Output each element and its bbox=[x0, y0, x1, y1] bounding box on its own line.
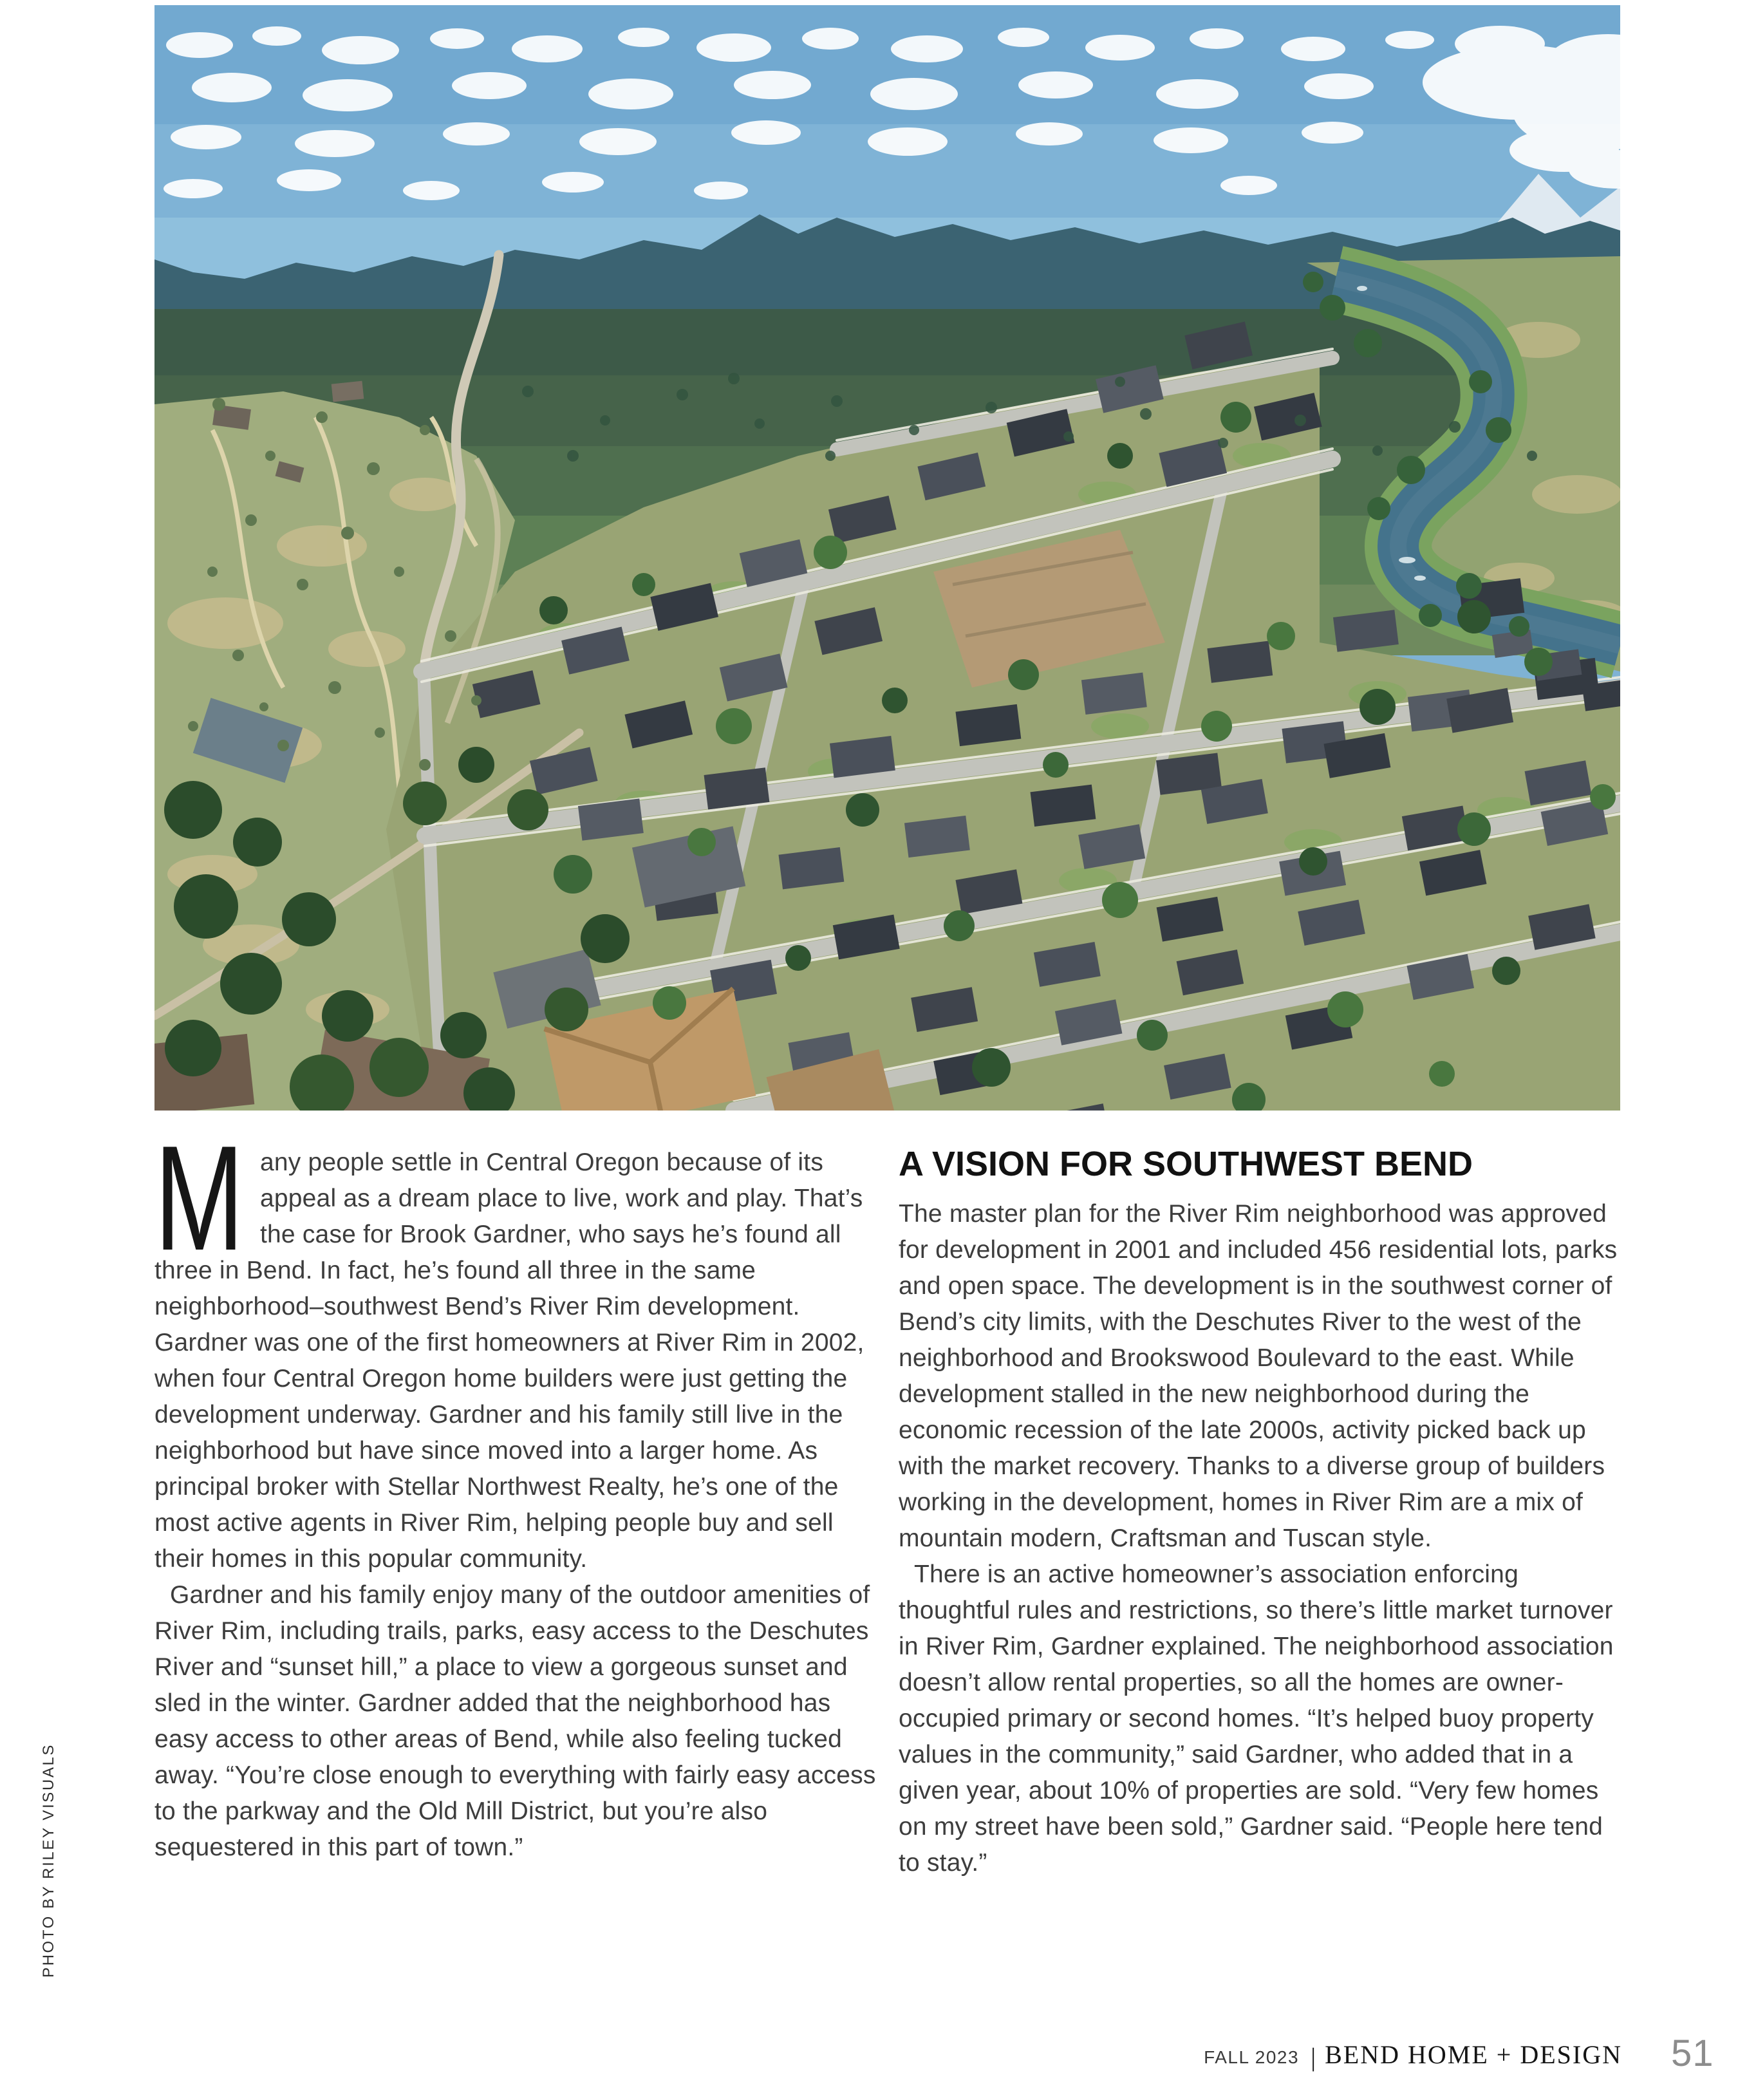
paragraph-lead bbox=[154, 1115, 877, 1577]
footer-separator: | bbox=[1311, 2043, 1316, 2072]
paragraph: There is an active homeowner’s association enforcing thoughtful rules and restrictions, so there’s little market turnover in River Rim, Gardner explained. The neighborhood association doesn’t allow rental properties, so all the homes are owner-occupied primary or second homes. “It’s helped buoy property values in the community,” said Gardner, who added that in a given year, about 10% of properties are sold. “Very few homes on my street have been sold,” Gardner said. “People here tend to stay.” bbox=[899, 1561, 1614, 1877]
footer-issue: FALL 2023 bbox=[1204, 2047, 1300, 2067]
drop-cap: M bbox=[154, 1115, 245, 1282]
page-number: 51 bbox=[1671, 2032, 1714, 2074]
aerial-photo bbox=[154, 5, 1620, 1111]
footer-magazine-title: BEND HOME + DESIGN bbox=[1325, 2040, 1622, 2069]
footer bbox=[1159, 2039, 1622, 2072]
article-column-right bbox=[899, 1145, 1621, 1881]
paragraph: Gardner and his family enjoy many of the outdoor amenities of River Rim, including trails, parks, easy access to the Deschutes River and “sunset hill,” a place to view a gorgeous sunset and sled in the winter. Gardner added that the neighborhood has easy access to other areas of Bend, while also feeling tucked away. “You’re close enough to everything with fairly easy access to the parkway and the Old Mill District, but you’re also sequestered in this part of town.” bbox=[154, 1581, 876, 1861]
aerial-photo-illustration bbox=[154, 5, 1620, 1111]
paragraph-lead-text: any people settle in Central Oregon because of its appeal as a dream place to live, work and play. That’s the case for Brook Gardner, who says he’s found all three in Bend. In fact, he’s found all three in the same neighborhood–southwest Bend’s River Rim development. Gardner was one of the first homeowners at River Rim in 2002, when four Central Oregon home builders were just getting the development underway. Gardner and his family still live in the neighborhood but have since moved into a larger home. As principal broker with Stellar Northwest Realty, he’s one of the most active agents in River Rim, helping people buy and sell their homes in this popular community. bbox=[154, 1148, 864, 1573]
section-heading: A VISION FOR SOUTHWEST BEND bbox=[899, 1145, 1473, 1183]
paragraph: The master plan for the River Rim neighborhood was approved for development in 2001 and included 456 residential lots, parks and open space. The development is in the southwest corner of Bend’s city limits, with the Deschutes River to the west of the neighborhood and Brookswood Boulevard to the east. While development stalled in the new neighborhood during the economic recession of the late 2000s, activity picked back up with the market recovery. Thanks to a diverse group of builders working in the development, homes in River Rim are a mix of mountain modern, Craftsman and Tuscan style. bbox=[899, 1200, 1618, 1552]
photo-credit: PHOTO BY RILEY VISUALS bbox=[40, 1743, 57, 1978]
article-column-left bbox=[154, 1115, 877, 1866]
